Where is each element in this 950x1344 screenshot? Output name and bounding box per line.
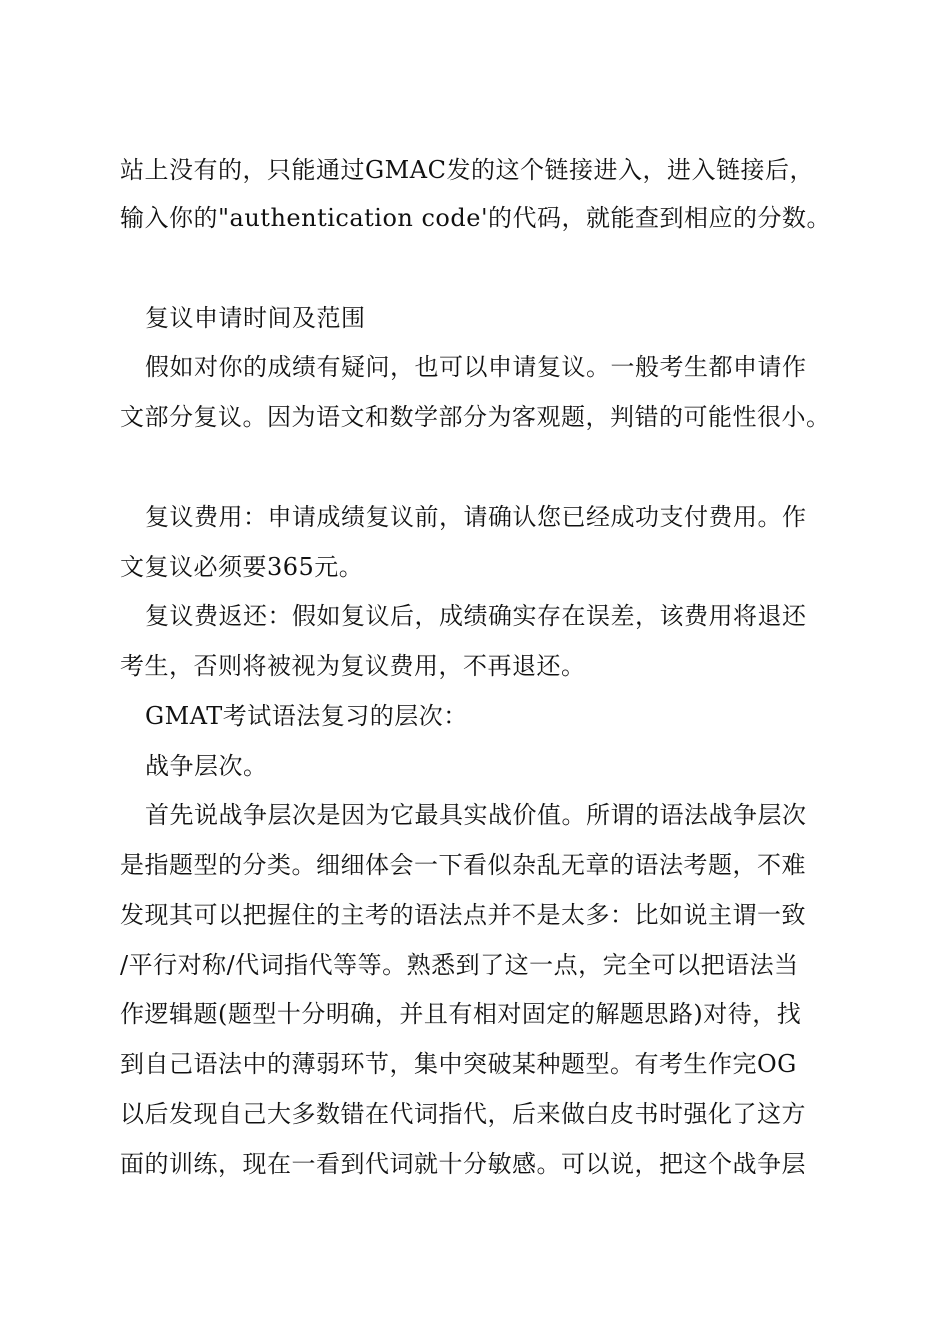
text-line-10: GMAT考试语法复习的层次： bbox=[145, 702, 468, 730]
text-line-5: 文部分复议。因为语文和数学部分为客观题，判错的可能性很小。 bbox=[120, 403, 831, 431]
text-line-12: 首先说战争层次是因为它最具实战价值。所谓的语法战争层次 bbox=[145, 801, 807, 829]
text-line-9: 考生，否则将被视为复议费用，不再退还。 bbox=[120, 652, 586, 680]
text-line-19: 面的训练，现在一看到代词就十分敏感。可以说，把这个战争层 bbox=[120, 1150, 806, 1178]
text-line-18: 以后发现自己大多数错在代词指代，后来做白皮书时强化了这方 bbox=[120, 1100, 806, 1128]
text-line-13: 是指题型的分类。细细体会一下看似杂乱无章的语法考题，不难 bbox=[120, 851, 806, 879]
text-line-8: 复议费返还：假如复议后，成绩确实存在误差，该费用将退还 bbox=[145, 602, 807, 630]
section-heading-review: 复议申请时间及范围 bbox=[145, 304, 366, 332]
text-line-7: 文复议必须要365元。 bbox=[120, 553, 364, 581]
text-line-6: 复议费用：申请成绩复议前，请确认您已经成功支付费用。作 bbox=[145, 503, 807, 531]
text-line-14: 发现其可以把握住的主考的语法点并不是太多：比如说主谓一致 bbox=[120, 901, 806, 929]
text-line-16: 作逻辑题(题型十分明确，并且有相对固定的解题思路)对待，找 bbox=[120, 1000, 802, 1028]
text-line-4: 假如对你的成绩有疑问，也可以申请复议。一般考生都申请作 bbox=[145, 353, 807, 381]
text-line-11: 战争层次。 bbox=[145, 752, 268, 780]
text-line-1: 站上没有的，只能通过GMAC发的这个链接进入，进入链接后， bbox=[120, 156, 814, 184]
text-line-15: /平行对称/代词指代等等。熟悉到了这一点，完全可以把语法当 bbox=[120, 951, 799, 979]
text-line-2: 输入你的"authentication code'的代码，就能查到相应的分数。 bbox=[120, 204, 832, 232]
text-line-17: 到自己语法中的薄弱环节，集中突破某种题型。有考生作完OG bbox=[120, 1050, 797, 1078]
